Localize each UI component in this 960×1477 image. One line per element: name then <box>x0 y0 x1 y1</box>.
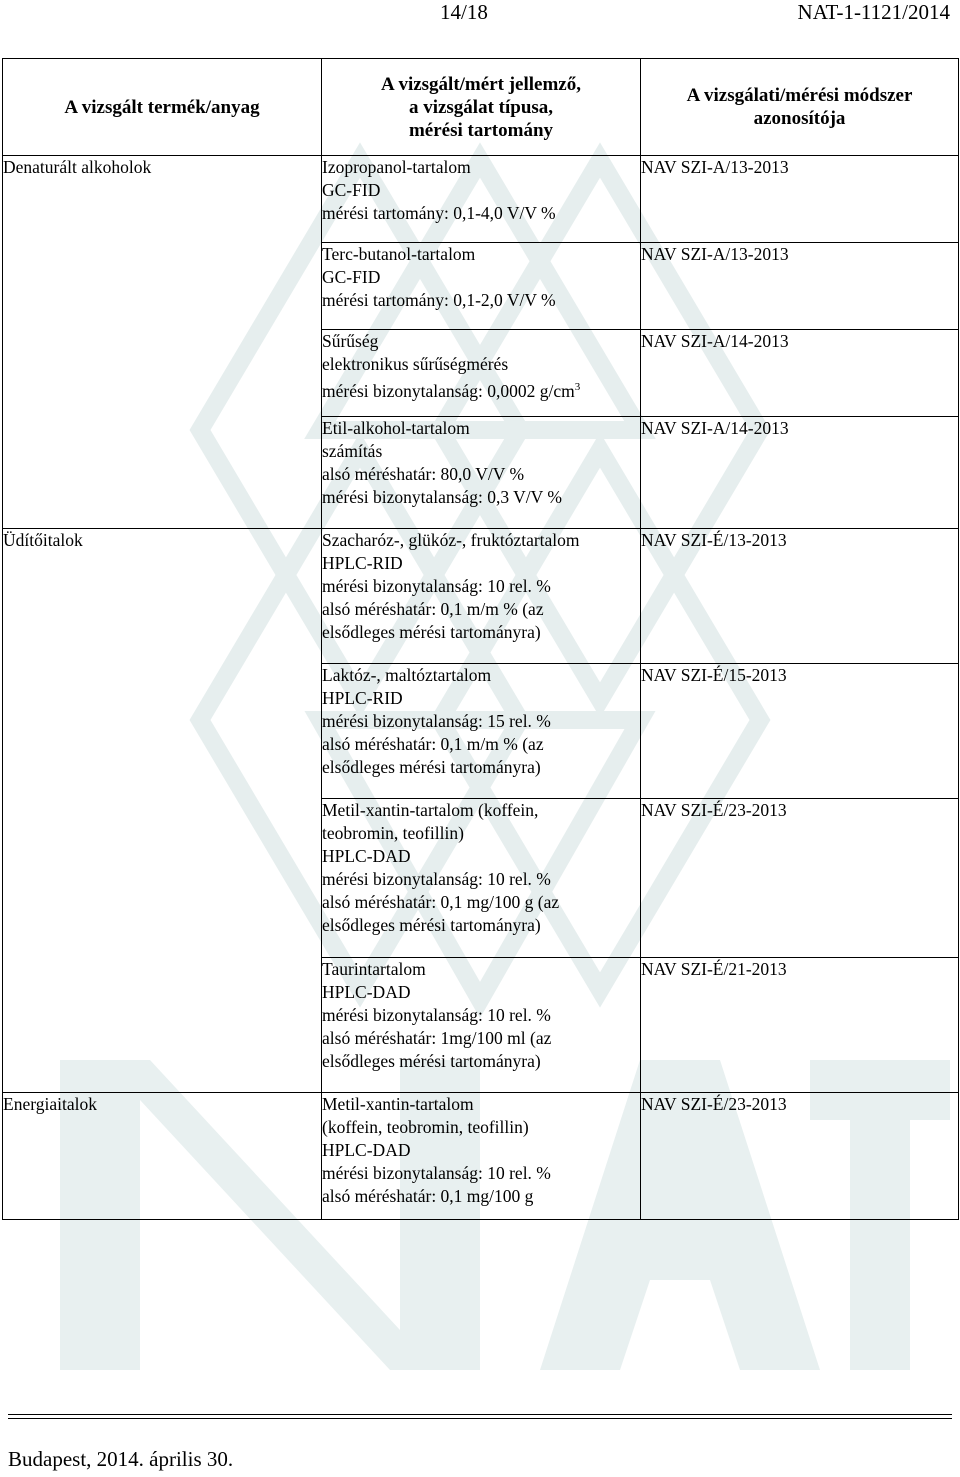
method-cell: NAV SZI-É/23-2013 <box>641 1093 959 1220</box>
page-header <box>0 0 960 30</box>
property-cell: Szacharóz-, glükóz-, fruktóztartalom HPLC-RID mérési bizonytalanság: 10 rel. % alsó méréshatár: 0,1 m/m % (az elsődleges mérési tartományra) <box>322 529 641 664</box>
table-row <box>3 1093 959 1220</box>
table-row <box>3 156 959 243</box>
document-id: NAT-1-1121/2014 <box>797 0 950 24</box>
table-row <box>3 529 959 664</box>
method-cell: NAV SZI-A/14-2013 <box>641 330 959 417</box>
accreditation-table <box>2 58 959 1220</box>
method-cell: NAV SZI-É/21-2013 <box>641 958 959 1093</box>
method-cell: NAV SZI-A/14-2013 <box>641 417 959 529</box>
property-cell: Metil-xantin-tartalom (koffein, teobromin, teofillin) HPLC-DAD mérési bizonytalanság: 10 rel. % alsó méréshatár: 0,1 mg/100 g (az elsődleges mérési tartományra) <box>322 799 641 958</box>
method-cell: NAV SZI-A/13-2013 <box>641 243 959 330</box>
column-header-method: A vizsgálati/mérési módszer azonosítója <box>641 59 959 156</box>
product-cell: Denaturált alkoholok <box>3 156 322 529</box>
column-header-property: A vizsgált/mért jellemző, a vizsgálat típusa, mérési tartomány <box>322 59 641 156</box>
property-cell: Terc-butanol-tartalom GC-FID mérési tartomány: 0,1-2,0 V/V % <box>322 243 641 330</box>
product-cell: Energiaitalok <box>3 1093 322 1220</box>
method-cell: NAV SZI-É/15-2013 <box>641 664 959 799</box>
footer-place-date: Budapest, 2014. április 30. <box>8 1447 234 1471</box>
table-header-row <box>3 59 959 156</box>
property-cell: Laktóz-, maltóztartalom HPLC-RID mérési bizonytalanság: 15 rel. % alsó méréshatár: 0,1 m/m % (az elsődleges mérési tartományra) <box>322 664 641 799</box>
method-cell: NAV SZI-É/23-2013 <box>641 799 959 958</box>
method-cell: NAV SZI-É/13-2013 <box>641 529 959 664</box>
column-header-product: A vizsgált termék/anyag <box>3 59 322 156</box>
product-cell: Üdítőitalok <box>3 529 322 1093</box>
footer-divider <box>8 1414 952 1419</box>
property-cell: Metil-xantin-tartalom (koffein, teobromin, teofillin) HPLC-DAD mérési bizonytalanság: 10 rel. % alsó méréshatár: 0,1 mg/100 g <box>322 1093 641 1220</box>
page-number: 14/18 <box>440 0 488 24</box>
method-cell: NAV SZI-A/13-2013 <box>641 156 959 243</box>
property-cell: Izopropanol-tartalom GC-FID mérési tartomány: 0,1-4,0 V/V % <box>322 156 641 243</box>
property-cell: Etil-alkohol-tartalom számítás alsó méréshatár: 80,0 V/V % mérési bizonytalanság: 0,3 V/V % <box>322 417 641 529</box>
property-cell: Sűrűség elektronikus sűrűségmérés mérési bizonytalanság: 0,0002 $g/cm^3$ <box>322 330 641 417</box>
property-cell: Taurintartalom HPLC-DAD mérési bizonytalanság: 10 rel. % alsó méréshatár: 1mg/100 ml (az elsődleges mérési tartományra) <box>322 958 641 1093</box>
